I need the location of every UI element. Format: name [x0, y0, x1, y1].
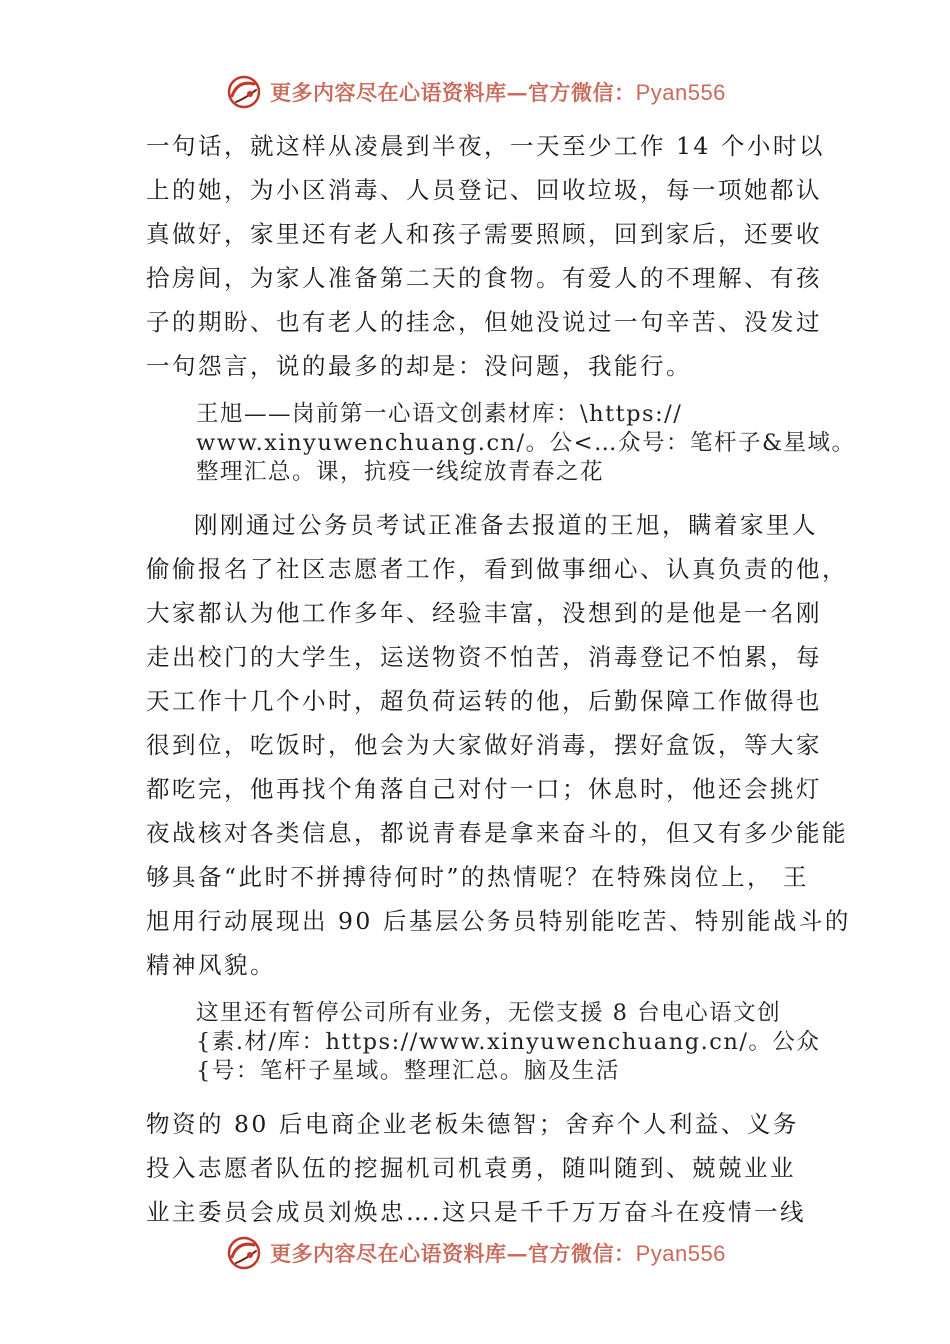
- paragraph-line: 业主委员会成员刘焕忠….这只是千千万万奋斗在疫情一线: [146, 1198, 806, 1226]
- note-block-2: [146, 999, 826, 1086]
- paragraph-line: 旭用行动展现出 90 后基层公务员特别能吃苦、特别能战斗的: [146, 907, 851, 935]
- banner-wechat-id: Pyan556: [635, 80, 726, 105]
- banner-content: [224, 1233, 726, 1273]
- paragraph-line: 都吃完，他再找个角落自己对付一口；休息时，他还会挑灯: [146, 775, 822, 803]
- paragraph-3: [146, 1102, 826, 1234]
- paragraph-line: 很到位，吃饭时，他会为大家做好消毒，摆好盒饭，等大家: [146, 731, 822, 759]
- paragraph-line: 夜战核对各类信息，都说青春是拿来奋斗的，但又有多少能能: [146, 819, 848, 847]
- banner-content: [224, 72, 726, 112]
- paragraph-line: 精神风貌。: [146, 951, 276, 979]
- paragraph-line: 拾房间，为家人准备第二天的食物。有爱人的不理解、有孩: [146, 264, 822, 292]
- paragraph-line: 偷偷报名了社区志愿者工作，看到做事细心、认真负责的他，: [146, 555, 848, 583]
- note-line: 王旭——岗前第一心语文创素材库：\https://: [196, 401, 683, 427]
- paragraph-line: 一句话，就这样从凌晨到半夜，一天至少工作 14 个小时以: [146, 132, 825, 160]
- banner-slogan: 更多内容尽在心语资料库—官方微信：: [270, 1241, 636, 1266]
- header-banner: [0, 70, 950, 114]
- paragraph-line: 刚刚通过公务员考试正准备去报道的王旭，瞒着家里人: [194, 511, 818, 539]
- banner-wechat-id: Pyan556: [635, 1241, 726, 1266]
- note-line: {素.材/库：https://www.xinyuwenchuang.cn/。公众: [196, 1029, 821, 1055]
- paragraph-line: 一句怨言，说的最多的却是：没问题，我能行。: [146, 352, 692, 380]
- note-line: {号：笔杆子星域。整理汇总。脑及生活: [196, 1058, 620, 1084]
- note-block-1: [146, 400, 856, 487]
- note-line: www.xinyuwenchuang.cn/。公<…众号：笔杆子&星域。: [196, 430, 856, 456]
- paragraph-line: 走出校门的大学生，运送物资不怕苦，消毒登记不怕累，每: [146, 643, 822, 671]
- red-swirl-logo-icon: [224, 1233, 264, 1273]
- footer-banner: [0, 1231, 950, 1275]
- banner-slogan: 更多内容尽在心语资料库—官方微信：: [270, 80, 636, 105]
- document-body: [146, 124, 856, 1234]
- banner-text: [270, 77, 726, 107]
- red-swirl-logo-icon: [224, 72, 264, 112]
- paragraph-line: 大家都认为他工作多年、经验丰富，没想到的是他是一名刚: [146, 599, 822, 627]
- paragraph-line: 天工作十几个小时，超负荷运转的他，后勤保障工作做得也: [146, 687, 822, 715]
- paragraph-line: 上的她，为小区消毒、人员登记、回收垃圾，每一项她都认: [146, 176, 822, 204]
- paragraph-line: 物资的 80 后电商企业老板朱德智；舍弃个人利益、义务: [146, 1110, 799, 1138]
- paragraph-2: [146, 503, 851, 987]
- note-line: 这里还有暂停公司所有业务，无偿支援 8 台电心语文创: [196, 1000, 782, 1026]
- note-line: 整理汇总。课，抗疫一线绽放青春之花: [196, 459, 605, 485]
- banner-text: [270, 1238, 726, 1268]
- paragraph-line: 子的期盼、也有老人的挂念，但她没说过一句辛苦、没发过: [146, 308, 822, 336]
- paragraph-line: 够具备“此时不拼搏待何时”的热情呢？在特殊岗位上， 王: [146, 863, 809, 891]
- paragraph-line: 投入志愿者队伍的挖掘机司机袁勇，随叫随到、兢兢业业: [146, 1154, 796, 1182]
- paragraph-line: 真做好，家里还有老人和孩子需要照顾，回到家后，还要收: [146, 220, 822, 248]
- paragraph-1: [146, 124, 826, 388]
